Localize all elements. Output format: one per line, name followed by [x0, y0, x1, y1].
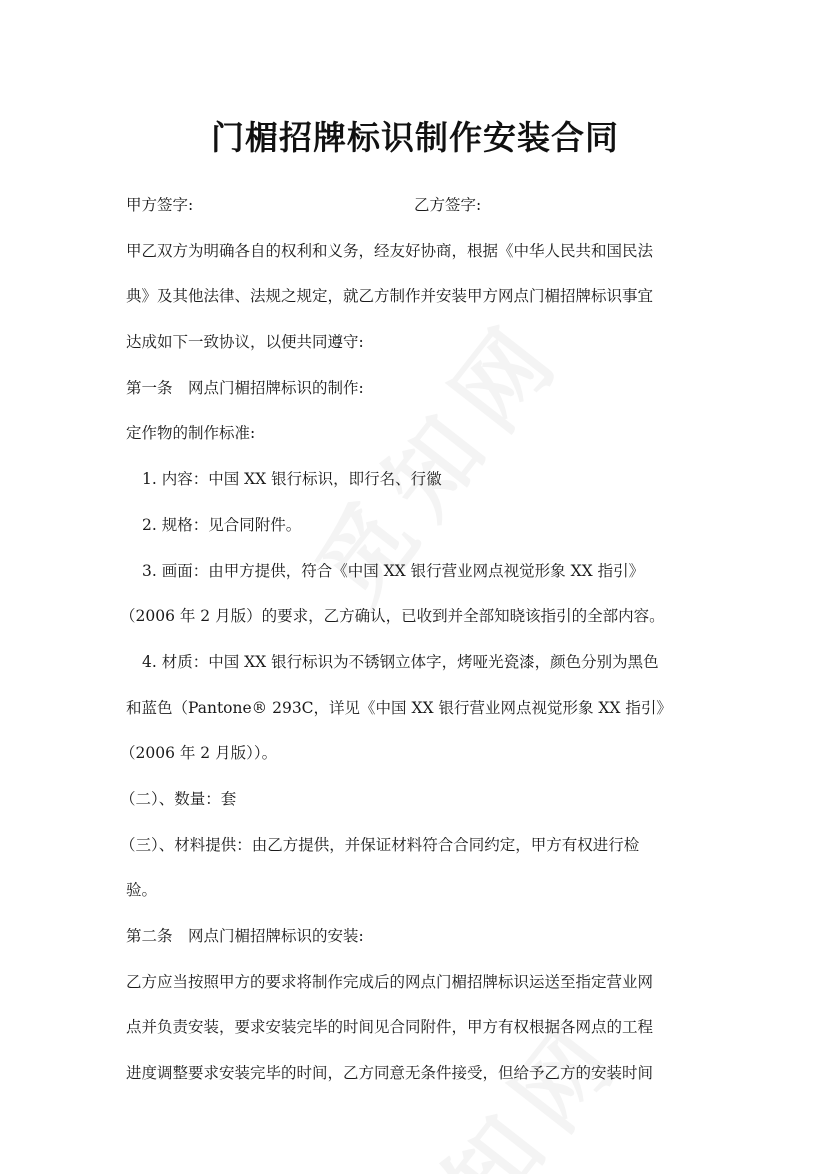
- paragraph-line: （三）、材料提供：由乙方提供，并保证材料符合合同约定，甲方有权进行检: [120, 835, 640, 854]
- document-title: 门楣招牌标识制作安装合同: [211, 118, 619, 157]
- paragraph-line: 和蓝色（Pantone® 293C，详见《中国 XX 银行营业网点视觉形象 XX 指引》: [126, 698, 672, 717]
- paragraph-line: （二）、数量：套: [120, 789, 237, 808]
- paragraph-line: 点并负责安装，要求安装完毕的时间见合同附件，甲方有权根据各网点的工程: [126, 1018, 654, 1037]
- document-body: [120, 183, 716, 1097]
- section-heading: 第二条 网点门楣招牌标识的安装:: [126, 927, 364, 945]
- paragraph-line: 甲乙双方为明确各自的权利和义务，经友好协商，根据《中华人民共和国民法: [126, 241, 654, 260]
- list-item: 4. 材质：中国 XX 银行标识为不锈钢立体字，烤哑光瓷漆，颜色分别为黑色: [142, 652, 659, 671]
- paragraph-line: （2006 年 2 月版）的要求，乙方确认，已收到并全部知晓该指引的全部内容。: [120, 607, 665, 626]
- paragraph-line: 乙方应当按照甲方的要求将制作完成后的网点门楣招牌标识运送至指定营业网: [126, 972, 654, 991]
- paragraph-line: 典》及其他法律、法规之规定，就乙方制作并安装甲方网点门楣招牌标识事宜: [126, 287, 654, 306]
- list-item: 1. 内容：中国 XX 银行标识，即行名、行徽: [142, 470, 442, 489]
- party-b-signature-label: 乙方签字:: [414, 196, 482, 214]
- section-heading: 第一条 网点门楣招牌标识的制作:: [126, 378, 364, 397]
- paragraph-line: 进度调整要求安装完毕的时间，乙方同意无条件接受，但给予乙方的安装时间: [126, 1064, 654, 1083]
- paragraph-line: 定作物的制作标准:: [126, 424, 256, 443]
- list-item: 2. 规格：见合同附件。: [142, 515, 302, 534]
- party-a-signature-label: 甲方签字:: [126, 196, 194, 214]
- paragraph-line: （2006 年 2 月版））。: [120, 744, 278, 763]
- list-item: 3. 画面：由甲方提供，符合《中国 XX 银行营业网点视觉形象 XX 指引》: [142, 561, 645, 580]
- paragraph-line: 达成如下一致协议，以便共同遵守:: [126, 333, 364, 352]
- paragraph-line: 验。: [126, 881, 158, 900]
- signature-line: [126, 183, 716, 229]
